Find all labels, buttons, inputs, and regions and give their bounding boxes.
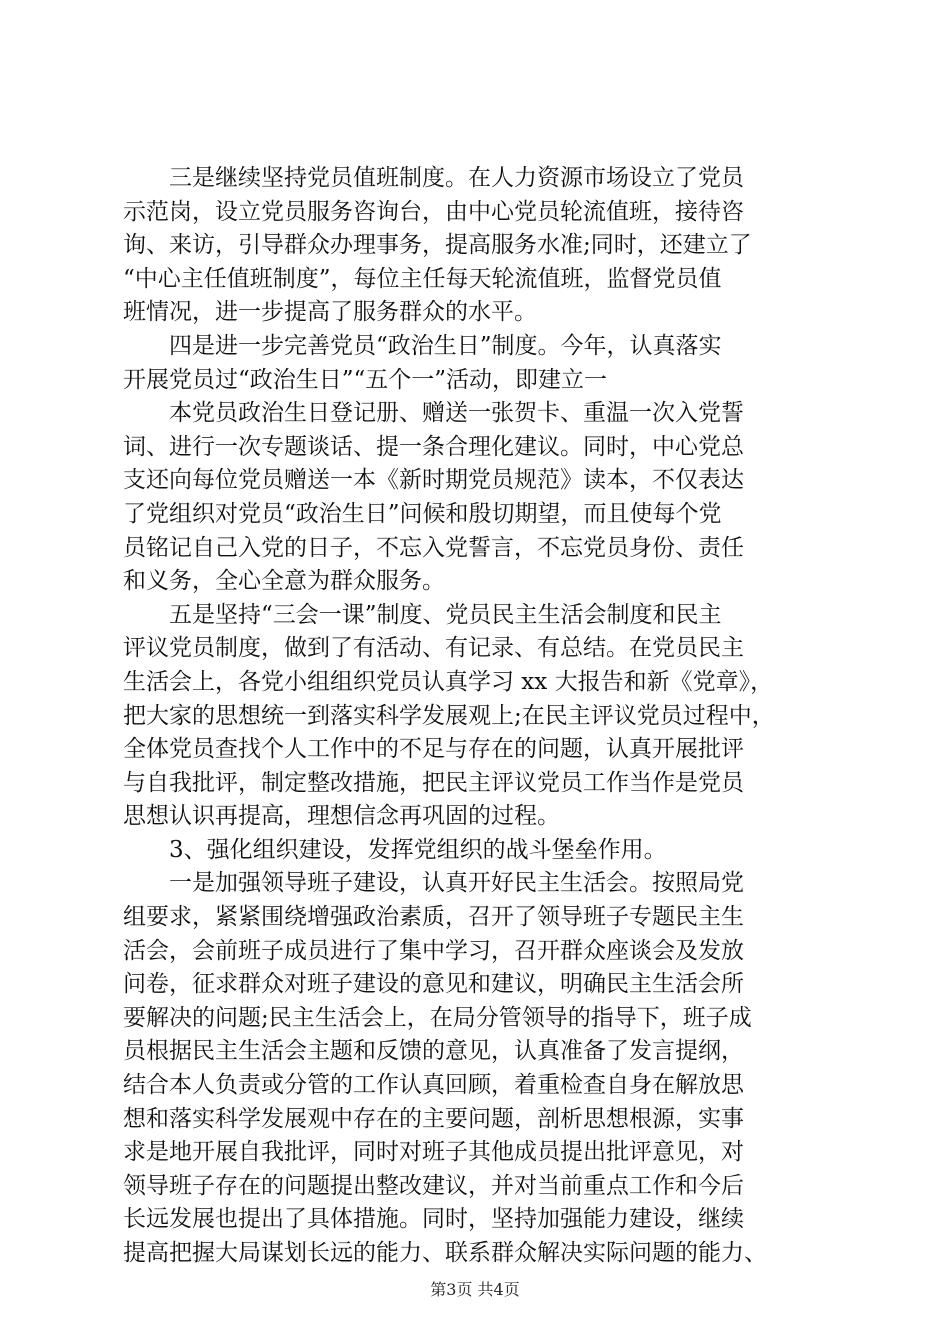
text-line: 组要求，紧紧围绕增强政治素质，召开了领导班子专题民主生 <box>123 904 744 931</box>
text-line: 五是坚持“三会一课”制度、党员民主生活会制度和民主 <box>169 601 722 628</box>
text-line: 想和落实科学发展观中存在的主要问题，剖析思想根源，实事 <box>123 1105 744 1132</box>
text-line: 评议党员制度，做到了有活动、有记录、有总结。在党员民主 <box>123 635 744 662</box>
page-footer: 第3页 共4页 <box>430 1280 520 1299</box>
text-line: 提高把握大局谋划长远的能力、联系群众解决实际问题的能力、 <box>123 1240 767 1266</box>
text-line: 生活会上，各党小组组织党员认真学习 xx 大报告和新《党章》， <box>123 668 774 695</box>
text-line: 员根据民主生活会主题和反馈的意见，认真准备了发言提纲， <box>123 1038 744 1065</box>
text-line: 三是继续坚持党员值班制度。在人力资源市场设立了党员 <box>169 165 744 191</box>
text-line: 班情况，进一步提高了服务群众的水平。 <box>123 299 537 326</box>
text-line: “中心主任值班制度”，每位主任每天轮流值班，监督党员值 <box>123 265 722 292</box>
text-line: 活会，会前班子成员进行了集中学习，召开群众座谈会及发放 <box>123 937 744 964</box>
text-line: 本党员政治生日登记册、赠送一张贺卡、重温一次入党誓 <box>169 400 744 427</box>
text-line: 员铭记自己入党的日子，不忘入党誓言，不忘党员身份、责任 <box>123 534 744 561</box>
document-body <box>123 162 843 1271</box>
text-line: 示范岗，设立党员服务咨询台，由中心党员轮流值班，接待咨 <box>123 198 744 225</box>
text-line: 求是地开展自我批评，同时对班子其他成员提出批评意见，对 <box>123 1139 744 1166</box>
text-line: 全体党员查找个人工作中的不足与存在的问题，认真开展批评 <box>123 736 744 763</box>
text-line: 把大家的思想统一到落实科学发展观上;在民主评议党员过程中， <box>123 702 775 729</box>
text-line: 3、强化组织建设，发挥党组织的战斗堡垒作用。 <box>169 836 667 863</box>
text-line: 思想认识再提高，理想信念再巩固的过程。 <box>123 803 560 830</box>
text-line: 开展党员过“政治生日”“五个一”活动，即建立一 <box>123 366 608 393</box>
text-line: 一是加强领导班子建设，认真开好民主生活会。按照局党 <box>169 870 744 897</box>
text-line: 词、进行一次专题谈话、提一条合理化建议。同时，中心党总 <box>123 433 744 460</box>
text-line: 和义务，全心全意为群众服务。 <box>123 568 445 595</box>
text-line: 询、来访，引导群众办理事务，提高服务水准;同时，还建立了 <box>123 232 752 259</box>
text-line: 四是进一步完善党员“政治生日”制度。今年，认真落实 <box>169 332 722 359</box>
text-line: 结合本人负责或分管的工作认真回顾，着重检查自身在解放思 <box>123 1072 744 1099</box>
text-line: 与自我批评，制定整改措施，把民主评议党员工作当作是党员 <box>123 769 744 796</box>
text-line: 问卷，征求群众对班子建设的意见和建议，明确民主生活会所 <box>123 971 744 998</box>
text-line: 支还向每位党员赠送一本《新时期党员规范》读本，不仅表达 <box>123 467 744 494</box>
text-line: 了党组织对党员“政治生日”问候和殷切期望，而且使每个党 <box>123 500 722 527</box>
text-line: 领导班子存在的问题提出整改建议，并对当前重点工作和今后 <box>123 1172 744 1199</box>
text-line: 长远发展也提出了具体措施。同时，坚持加强能力建设，继续 <box>123 1206 744 1233</box>
text-line: 要解决的问题;民主生活会上，在局分管领导的指导下，班子成 <box>123 1004 752 1031</box>
